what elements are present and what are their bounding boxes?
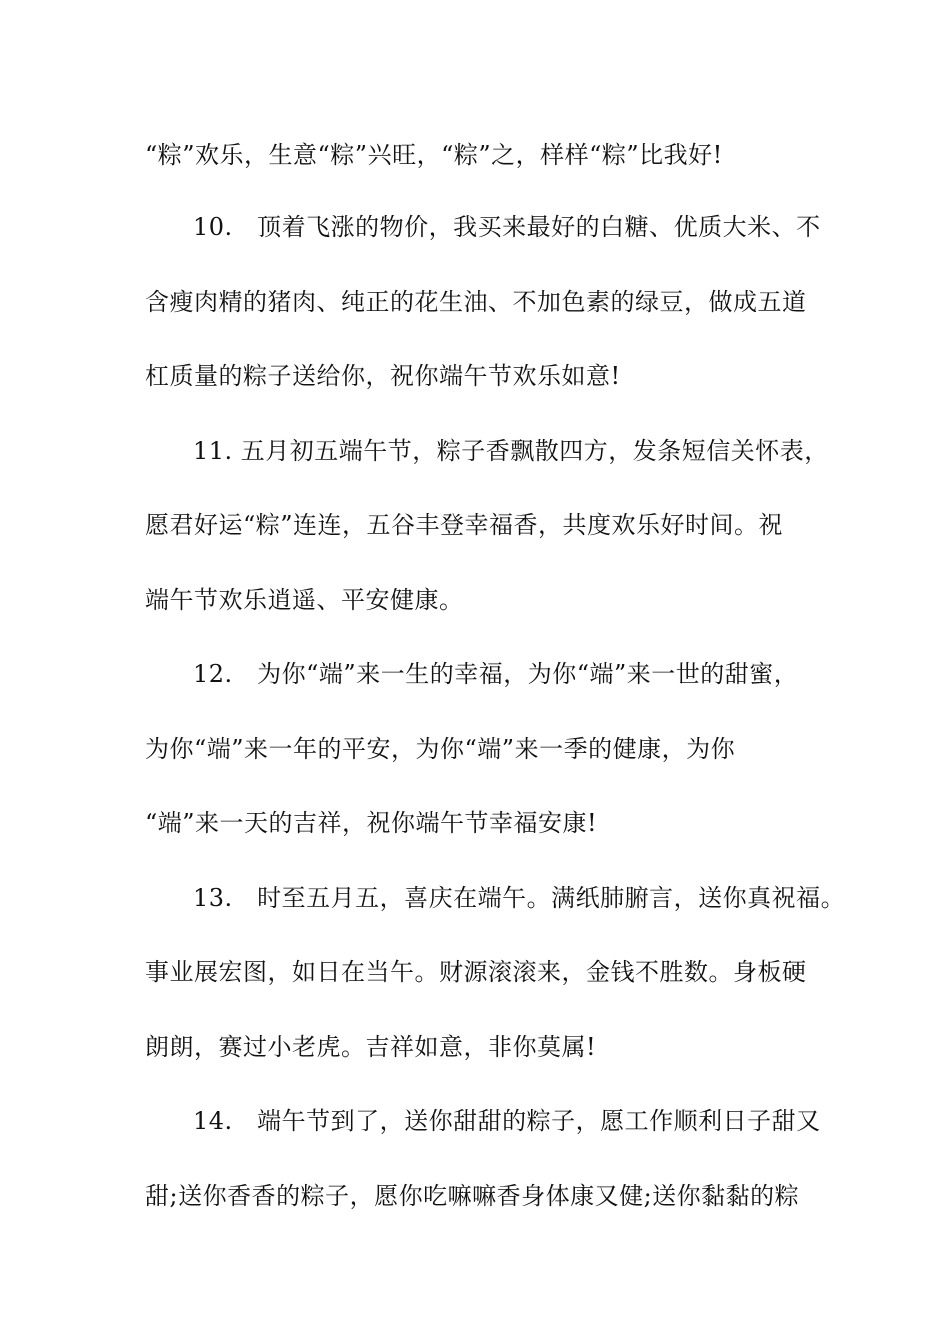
item-14-line-1: 14. 端午节到了，送你甜甜的粽子，愿工作顺利日子甜又 bbox=[193, 1107, 821, 1135]
item-11-line-3: 端午节欢乐逍遥、平安健康。 bbox=[145, 586, 464, 614]
text-line-1: “粽”欢乐，生意“粽”兴旺，“粽”之，样样“粽”比我好! bbox=[145, 141, 723, 169]
item-11-line-2: 愿君好运“粽”连连，五谷丰登幸福香，共度欢乐好时间。祝 bbox=[145, 511, 784, 539]
item-10-line-1: 10. 顶着飞涨的物价，我买来最好的白糖、优质大米、不 bbox=[193, 213, 821, 241]
item-12-line-2: 为你“端”来一年的平安，为你“端”来一季的健康，为你 bbox=[145, 735, 736, 763]
item-10-line-3: 杠质量的粽子送给你，祝你端午节欢乐如意! bbox=[145, 362, 621, 390]
item-13-line-2: 事业展宏图，如日在当午。财源滚滚来，金钱不胜数。身板硬 bbox=[145, 958, 807, 986]
item-12-line-1: 12. 为你“端”来一生的幸福，为你“端”来一世的甜蜜， bbox=[193, 660, 799, 688]
item-14-line-2: 甜;送你香香的粽子，愿你吃嘛嘛香身体康又健;送你黏黏的粽 bbox=[145, 1182, 800, 1210]
item-12-line-3: “端”来一天的吉祥，祝你端午节幸福安康! bbox=[145, 809, 598, 837]
item-13-line-3: 朗朗，赛过小老虎。吉祥如意，非你莫属! bbox=[145, 1033, 597, 1061]
item-13-line-1: 13. 时至五月五，喜庆在端午。满纸肺腑言，送你真祝福。 bbox=[193, 884, 846, 912]
item-11-line-1: 11. 五月初五端午节，粽子香飘散四方，发条短信关怀表， bbox=[193, 437, 829, 465]
item-10-line-2: 含瘦肉精的猪肉、纯正的花生油、不加色素的绿豆，做成五道 bbox=[145, 288, 807, 316]
